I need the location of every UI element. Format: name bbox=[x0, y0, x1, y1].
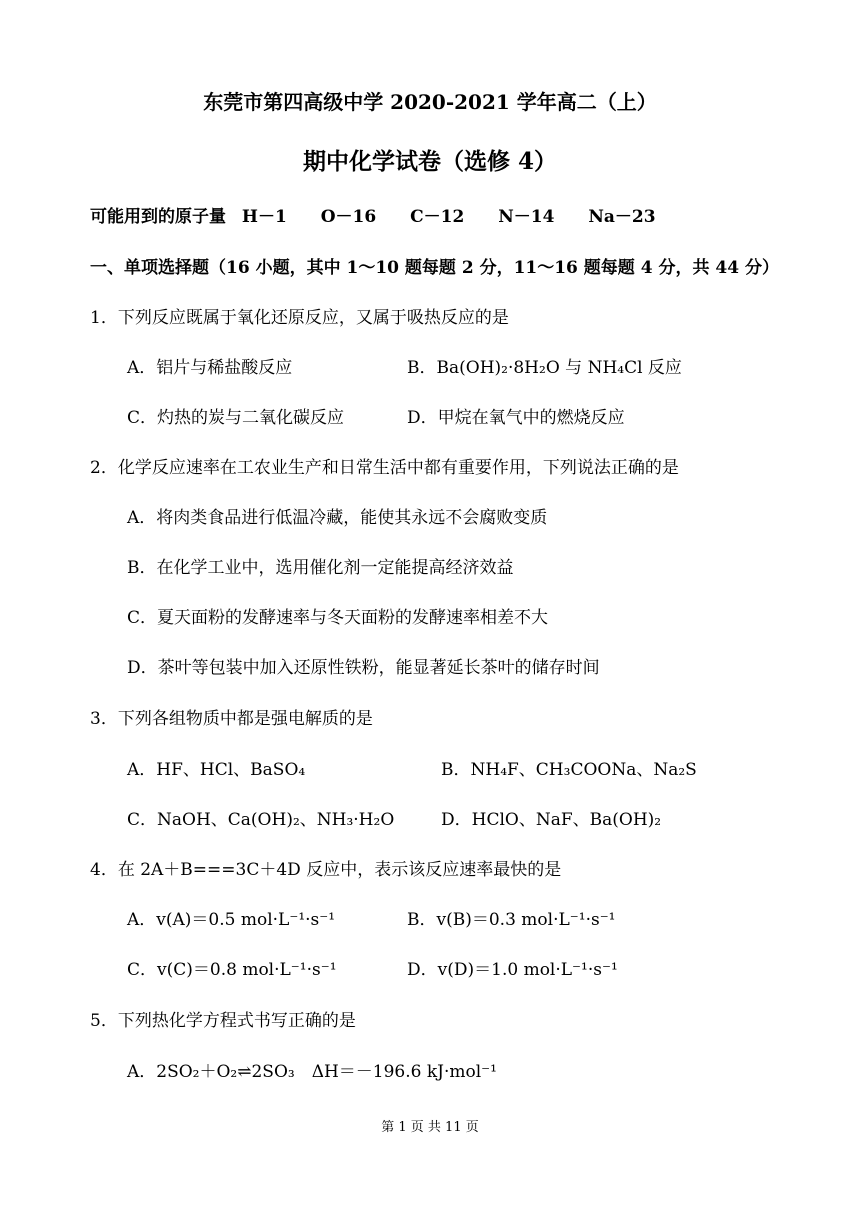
atomic-mass-n: N－14 bbox=[498, 207, 555, 227]
question-1-option-c: C．灼热的炭与二氧化碳反应 bbox=[127, 408, 345, 428]
question-1-option-b: B．Ba(OH)₂·8H₂O 与 NH₄Cl 反应 bbox=[407, 358, 682, 378]
question-3-option-d: D．HClO、NaF、Ba(OH)₂ bbox=[441, 810, 662, 830]
question-4-option-d: D．v(D)＝1.0 mol·L⁻¹·s⁻¹ bbox=[407, 960, 618, 980]
question-2-option-d: D．茶叶等包装中加入还原性铁粉，能显著延长茶叶的储存时间 bbox=[127, 658, 600, 678]
question-3-stem: 3．下列各组物质中都是强电解质的是 bbox=[90, 709, 373, 729]
atomic-masses-label: 可能用到的原子量 bbox=[90, 207, 226, 227]
question-2-option-b: B．在化学工业中，选用催化剂一定能提高经济效益 bbox=[127, 558, 514, 578]
exam-title-line1: 东莞市第四高级中学 2020-2021 学年高二（上） bbox=[203, 90, 657, 114]
atomic-mass-h: H－1 bbox=[241, 207, 287, 227]
question-3-option-b: B．NH₄F、CH₃COONa、Na₂S bbox=[441, 760, 697, 780]
question-2-stem: 2．化学反应速率在工农业生产和日常生活中都有重要作用，下列说法正确的是 bbox=[90, 458, 679, 478]
question-1-option-d: D．甲烷在氧气中的燃烧反应 bbox=[407, 408, 625, 428]
question-4-option-b: B．v(B)＝0.3 mol·L⁻¹·s⁻¹ bbox=[407, 910, 616, 930]
exam-title-line2: 期中化学试卷（选修 4） bbox=[302, 148, 557, 175]
question-2-option-c: C．夏天面粉的发酵速率与冬天面粉的发酵速率相差不大 bbox=[127, 608, 549, 628]
atomic-mass-na: Na－23 bbox=[588, 207, 656, 227]
question-2-option-a: A．将肉类食品进行低温冷藏，能使其永远不会腐败变质 bbox=[127, 508, 548, 528]
section-heading: 一、单项选择题（16 小题，其中 1～10 题每题 2 分，11～16 题每题 4 分，共 44 分） bbox=[90, 258, 779, 278]
question-1-stem: 1．下列反应既属于氧化还原反应，又属于吸热反应的是 bbox=[90, 308, 509, 328]
atomic-mass-o: O－16 bbox=[320, 207, 377, 227]
question-4-option-c: C．v(C)＝0.8 mol·L⁻¹·s⁻¹ bbox=[127, 960, 337, 980]
question-5-option-a: A．2SO₂＋O₂⇌2SO₃ ΔH＝－196.6 kJ·mol⁻¹ bbox=[127, 1062, 497, 1082]
atomic-masses bbox=[90, 205, 684, 229]
atomic-mass-c: C－12 bbox=[410, 207, 465, 227]
question-1-option-a: A．铝片与稀盐酸反应 bbox=[127, 358, 293, 378]
question-5-stem: 5．下列热化学方程式书写正确的是 bbox=[90, 1011, 356, 1031]
question-3-option-a: A．HF、HCl、BaSO₄ bbox=[127, 760, 306, 780]
page-footer: 第 1 页 共 11 页 bbox=[381, 1120, 479, 1135]
question-3-option-c: C．NaOH、Ca(OH)₂、NH₃·H₂O bbox=[127, 810, 395, 830]
question-4-stem: 4．在 2A＋B===3C＋4D 反应中，表示该反应速率最快的是 bbox=[90, 860, 562, 880]
question-4-option-a: A．v(A)＝0.5 mol·L⁻¹·s⁻¹ bbox=[127, 910, 336, 930]
